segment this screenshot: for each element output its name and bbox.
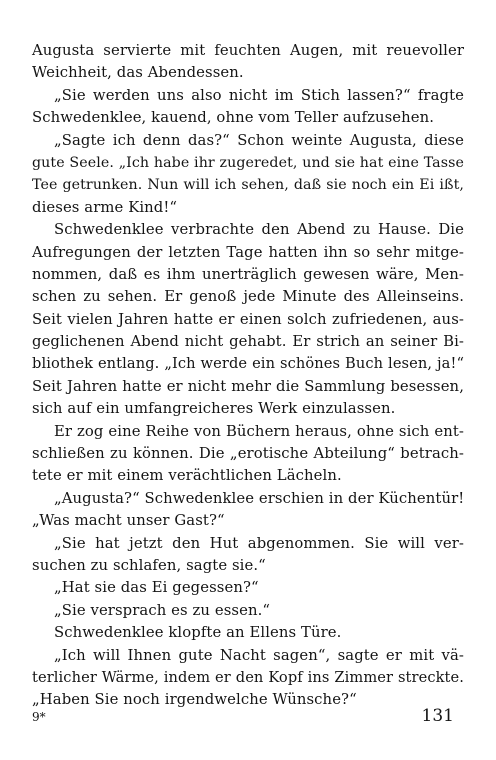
text-line: tete er mit einem verächtlichen Lächeln. [32, 467, 342, 485]
text-line: bliothek entlang. „Ich werde ein schönes Buch lesen, ja!“ [32, 355, 464, 373]
text-line: schließen zu können. Die „erotische Abteilung“ betrach- [32, 445, 464, 463]
text-line: suchen zu schlafen, sagte sie.“ [32, 556, 266, 574]
text-line: dieses arme Kind!“ [32, 198, 178, 216]
text-line: geglichenen Abend nicht gehabt. Er strich an seiner Bi- [32, 333, 464, 351]
signature-mark: 9* [32, 710, 46, 724]
text-line: Er zog eine Reihe von Büchern heraus, ohne sich ent- [54, 422, 464, 440]
text-line: Tee getrunken. Nun will ich sehen, daß sie noch ein Ei ißt, [32, 177, 464, 194]
text-line: Augusta servierte mit feuchten Augen, mit reuevoller [32, 42, 464, 59]
text-line: schen zu sehen. Er genoß jede Minute des Alleinseins. [32, 288, 464, 306]
page-number: 131 [421, 706, 454, 726]
text-line: „Was macht unser Gast?“ [32, 512, 225, 530]
text-line: Seit Jahren hatte er nicht mehr die Sammlung besessen, [32, 377, 464, 395]
text-line: Aufregungen der letzten Tage hatten ihn so sehr mitge- [32, 243, 464, 261]
text-line: „Sie versprach es zu essen.“ [54, 601, 271, 619]
text-line: Seit vielen Jahren hatte er einen solch zufriedenen, aus- [32, 310, 464, 328]
text-line: Schwedenklee klopfte an Ellens Türe. [54, 624, 342, 642]
text-line: terlicher Wärme, indem er den Kopf ins Zimmer streckte. [32, 668, 464, 686]
text-line: gute Seele. „Ich habe ihr zugeredet, und sie hat eine Tasse [32, 154, 464, 171]
text-line: „Augusta?“ Schwedenklee erschien in der Küchentür! [54, 489, 465, 507]
text-line: Schwedenklee verbrachte den Abend zu Hause. Die [54, 221, 464, 239]
text-line: „Sie werden uns also nicht im Stich lassen?“ fragte [54, 86, 464, 104]
text-line: „Sagte ich denn das?“ Schon weinte Augusta, diese [54, 131, 464, 149]
text-line: sich auf ein umfangreicheres Werk einzulassen. [32, 400, 396, 418]
text-line: „Ich will Ihnen gute Nacht sagen“, sagte er mit vä- [54, 646, 464, 664]
body-text [32, 40, 464, 712]
text-line: „Hat sie das Ei gegessen?“ [54, 579, 259, 597]
text-line: Weichheit, das Abendessen. [32, 64, 244, 82]
text-line: Schwedenklee, kauend, ohne vom Teller aufzusehen. [32, 109, 435, 127]
text-line: „Sie hat jetzt den Hut abgenommen. Sie will ver- [54, 534, 464, 552]
text-line: „Haben Sie noch irgendwelche Wünsche?“ [32, 691, 357, 709]
page-footer [32, 706, 464, 730]
text-line: nommen, daß es ihm unerträglich gewesen wäre, Men- [32, 265, 464, 283]
